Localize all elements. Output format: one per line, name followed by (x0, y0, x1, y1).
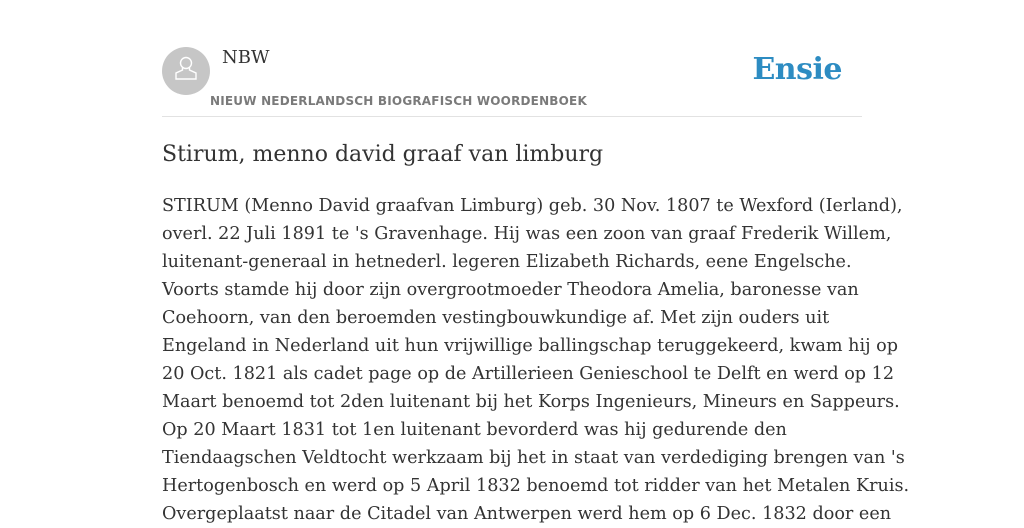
body-line: Engeland in Nederland uit hun vrijwillige ballingschap teruggekeerd, kwam hij op (162, 336, 898, 356)
body-line: Maart benoemd tot 2den luitenant bij het Korps Ingenieurs, Mineurs en Sappeurs. (162, 392, 900, 412)
avatar[interactable] (162, 47, 210, 95)
article-body (162, 192, 910, 528)
body-line: Voorts stamde hij door zijn overgrootmoeder Theodora Amelia, baronesse van (162, 280, 859, 300)
body-line: overl. 22 Juli 1891 te 's Gravenhage. Hij was een zoon van graaf Frederik Willem, (162, 224, 892, 244)
source-header (162, 0, 862, 117)
body-line: Tiendaagschen Veldtocht werkzaam bij het in staat van verdediging brengen van 's (162, 448, 905, 468)
source-subtitle: NIEUW NEDERLANDSCH BIOGRAFISCH WOORDENBOEK (210, 94, 587, 108)
body-line: Coehoorn, van den beroemden vestingbouwkundige af. Met zijn ouders uit (162, 308, 830, 328)
body-line: luitenant-generaal in hetnederl. legeren Elizabeth Richards, eene Engelsche. (162, 252, 852, 272)
article-title: Stirum, menno david graaf van limburg (162, 142, 604, 167)
body-line: Op 20 Maart 1831 tot 1en luitenant bevorderd was hij gedurende den (162, 420, 787, 440)
body-line: STIRUM (Menno David graafvan Limburg) geb. 30 Nov. 1807 te Wexford (Ierland), (162, 196, 903, 216)
source-name[interactable]: NBW (222, 47, 270, 68)
body-line: 20 Oct. 1821 als cadet page op de Artillerieen Genieschool te Delft en werd op 12 (162, 364, 895, 384)
brand-logo[interactable]: Ensie (752, 52, 842, 87)
page (162, 0, 910, 524)
body-line: Overgeplaatst naar de Citadel van Antwerpen werd hem op 6 Dec. 1832 door een (162, 504, 892, 524)
user-icon (172, 54, 200, 89)
body-line: Hertogenbosch en werd op 5 April 1832 benoemd tot ridder van het Metalen Kruis. (162, 476, 910, 496)
